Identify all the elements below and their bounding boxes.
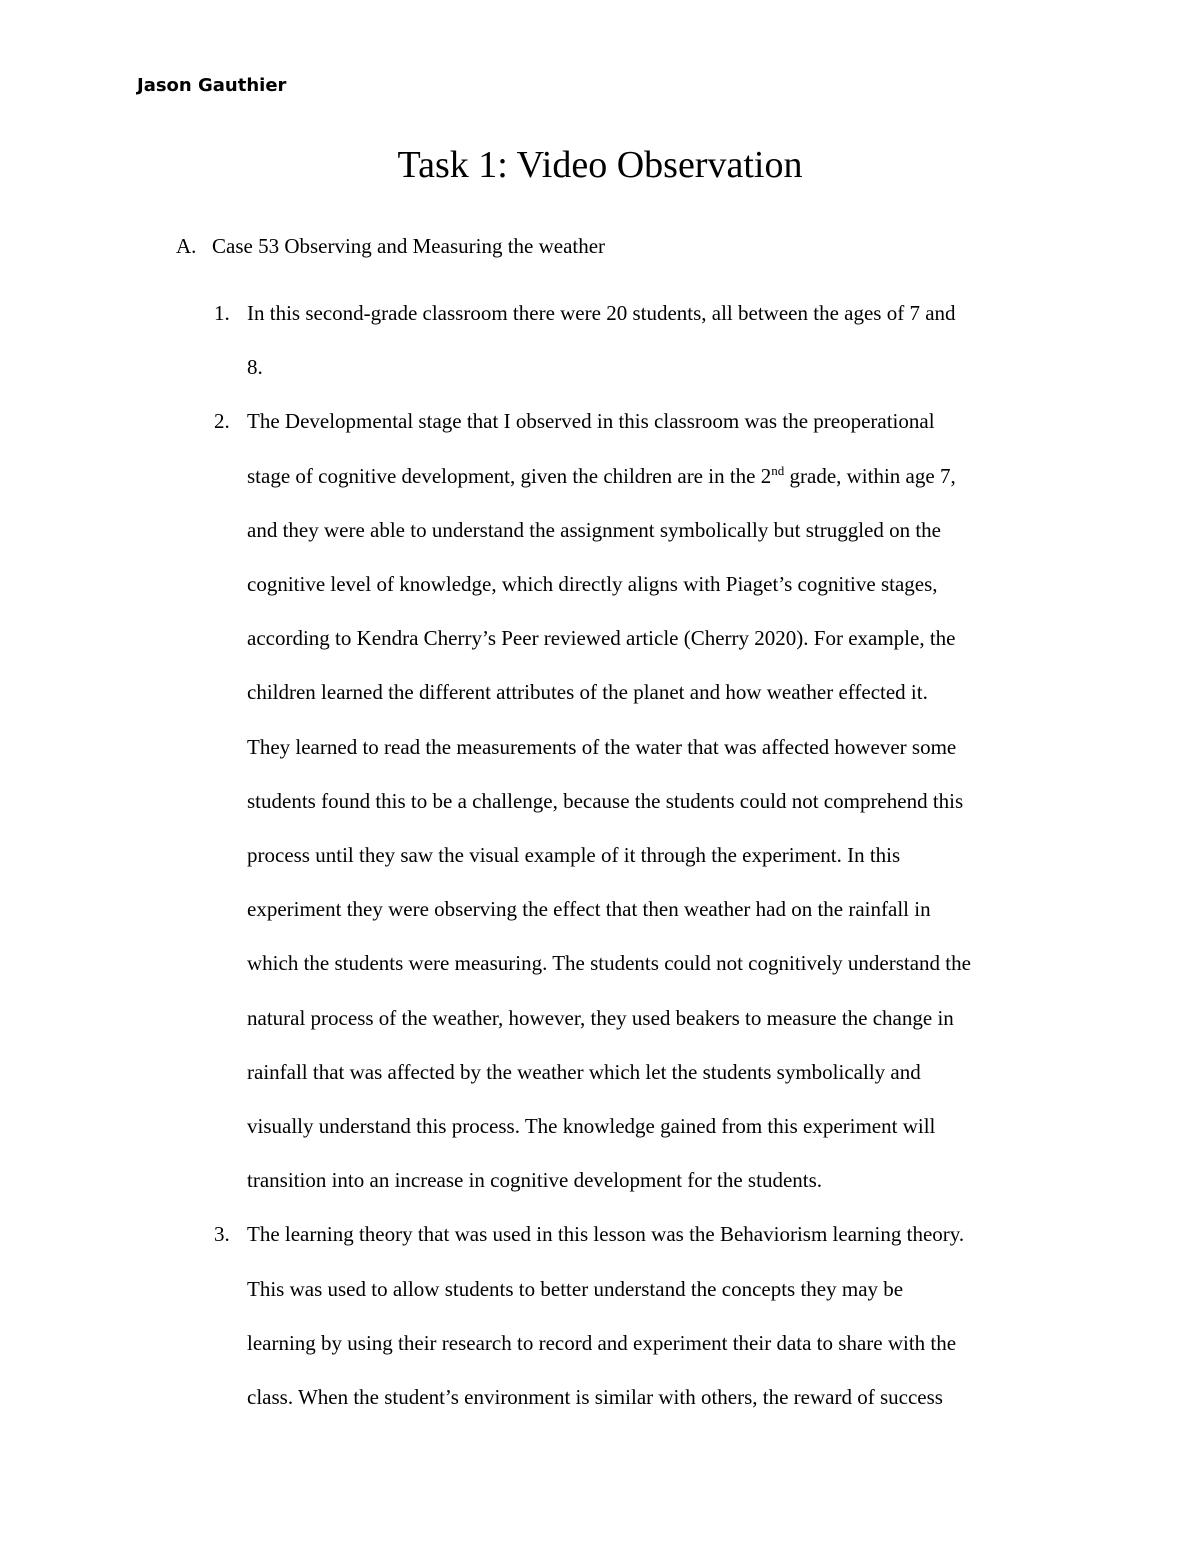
author-name: Jason Gauthier [137, 75, 287, 96]
paragraph-line: learning by using their research to record and experiment their data to share with the [247, 1330, 957, 1355]
list-item-2 [214, 394, 1094, 1207]
paragraph-line: process until they saw the visual example of it through the experiment. In this [247, 843, 901, 868]
list-item-1 [214, 286, 1094, 394]
paragraph-line: class. When the student’s environment is similar with others, the reward of success [247, 1385, 943, 1410]
section-heading-text: Case 53 Observing and Measuring the weather [212, 234, 606, 258]
paragraph-line: experiment they were observing the effect that then weather had on the rainfall in [247, 897, 931, 922]
paragraph-line: visually understand this process. The knowledge gained from this experiment will [247, 1114, 936, 1139]
paragraph-line: This was used to allow students to better understand the concepts they may be [247, 1276, 904, 1301]
paragraph-line: and they were able to understand the assignment symbolically but struggled on the [247, 517, 942, 542]
paragraph-line: cognitive level of knowledge, which directly aligns with Piaget’s cognitive stages, [247, 572, 938, 597]
paragraph-line: The Developmental stage that I observed in this classroom was the preoperational [247, 409, 935, 434]
line-text: grade, within age 7, [784, 463, 956, 488]
line-text: stage of cognitive development, given the children are in the 2 [247, 463, 772, 488]
paragraph-line: rainfall that was affected by the weather which let the students symbolically and [247, 1059, 921, 1084]
ordinal-superscript: nd [771, 462, 785, 478]
paragraph-line: They learned to read the measurements of the water that was affected however some [247, 734, 957, 759]
paragraph-line: children learned the different attributes of the planet and how weather effected it. [247, 680, 928, 705]
section-heading [176, 232, 605, 260]
paragraph-line: students found this to be a challenge, because the students could not comprehend this [247, 788, 964, 813]
paragraph-line: natural process of the weather, however, they used beakers to measure the change in [247, 1005, 954, 1030]
paragraph-line: The learning theory that was used in this lesson was the Behaviorism learning theory. [247, 1222, 965, 1247]
document-title: Task 1: Video Observation [397, 144, 803, 186]
paragraph-line [247, 449, 1094, 503]
paragraph-line: 8. [247, 355, 263, 380]
paragraph-line: which the students were measuring. The students could not cognitively understand the [247, 951, 971, 976]
list-item-number: 1. [214, 301, 230, 325]
observation-list [214, 286, 1094, 1424]
list-item-3 [214, 1207, 1094, 1424]
list-item-number: 3. [214, 1222, 230, 1247]
paragraph-line: according to Kendra Cherry’s Peer reviewed article (Cherry 2020). For example, the [247, 626, 956, 651]
list-item-number: 2. [214, 409, 230, 434]
paragraph-line: transition into an increase in cognitive development for the students. [247, 1168, 823, 1193]
paragraph-line: In this second-grade classroom there were 20 students, all between the ages of 7 and [247, 301, 956, 325]
section-marker: A. [176, 234, 197, 258]
